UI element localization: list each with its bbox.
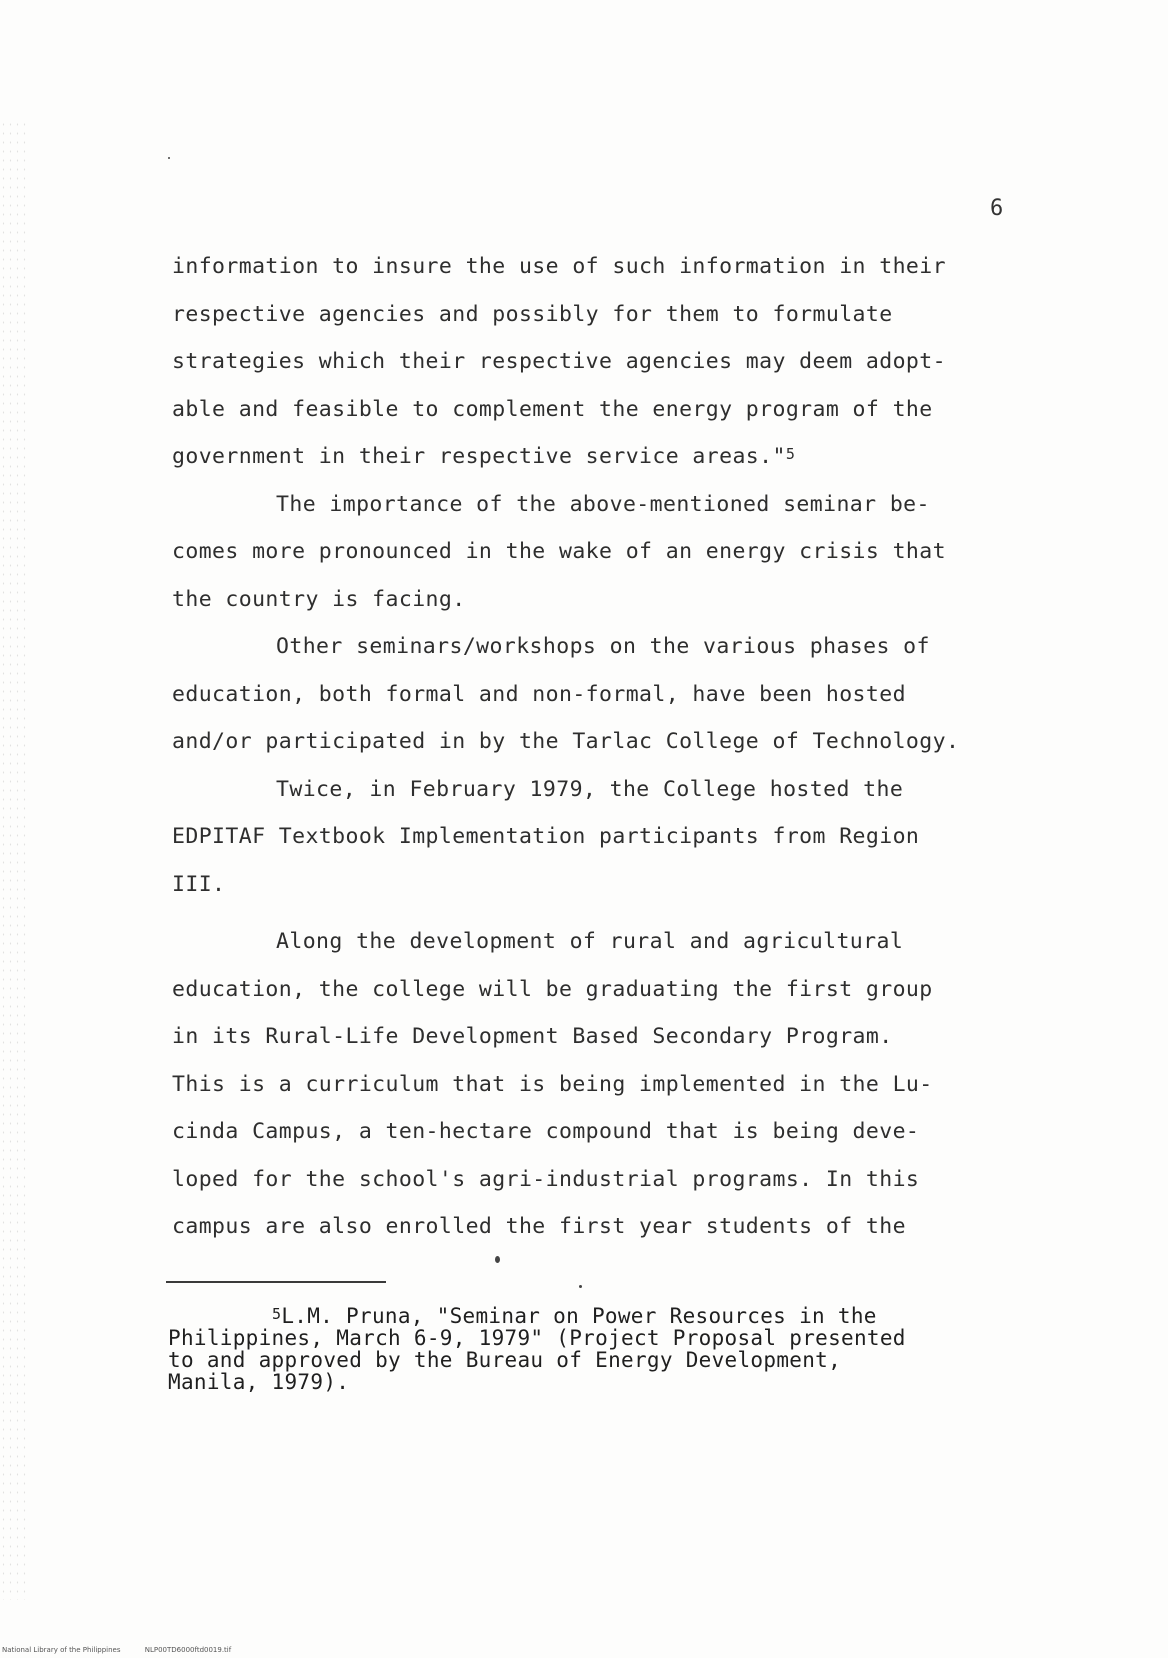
- body-line: education, the college will be graduating the first group: [172, 976, 933, 1002]
- footnote-line: Philippines, March 6-9, 1979" (Project Proposal presented: [168, 1326, 906, 1350]
- footer-library: National Library of the Philippines: [2, 1646, 121, 1654]
- body-line-with-footnote-ref: [172, 442, 1072, 490]
- footnote-line-with-marker: [168, 1305, 1048, 1327]
- body-line: Other seminars/workshops on the various phases of: [276, 634, 930, 659]
- footnote-line: to and approved by the Bureau of Energy Development,: [168, 1348, 842, 1372]
- body-line: comes more pronounced in the wake of an energy crisis that: [172, 539, 946, 564]
- footnote: [168, 1305, 1048, 1393]
- body-line: able and feasible to complement the energy program of the: [172, 396, 933, 422]
- body-line: III.: [172, 871, 226, 897]
- scan-footer: [2, 1646, 253, 1654]
- page-number: 6: [990, 196, 1004, 221]
- body-line: strategies which their respective agencies may deem adopt-: [172, 349, 946, 374]
- body-line: the country is facing.: [172, 586, 466, 612]
- body-line: in its Rural-Life Development Based Secondary Program.: [172, 1024, 893, 1049]
- footnote-divider: [166, 1281, 386, 1283]
- footnote-line: Manila, 1979).: [168, 1370, 350, 1394]
- body-line: This is a curriculum that is being implemented in the Lu-: [172, 1071, 933, 1097]
- footnote-line: L.M. Pruna, "Seminar on Power Resources in the: [281, 1304, 877, 1328]
- body-line: The importance of the above-mentioned seminar be-: [276, 491, 930, 517]
- body-line: respective agencies and possibly for them to formulate: [172, 301, 893, 327]
- scan-edge-noise: [0, 120, 30, 1600]
- footnote-marker: 5: [272, 1305, 282, 1323]
- footnote-reference: 5: [785, 445, 796, 463]
- footer-file: NLP00TD6000ftd0019.tif: [144, 1646, 232, 1654]
- body-line: EDPITAF Textbook Implementation participants from Region: [172, 824, 920, 849]
- body-line: campus are also enrolled the first year students of the: [172, 1214, 906, 1239]
- body-line: and/or participated in by the Tarlac College of Technology.: [172, 729, 960, 754]
- body-line: information to insure the use of such information in their: [172, 254, 946, 279]
- body-line: cinda Campus, a ten-hectare compound that is being deve-: [172, 1119, 920, 1144]
- body-line: loped for the school's agri-industrial programs. In this: [172, 1166, 920, 1192]
- scan-speck: [495, 1256, 500, 1263]
- body-line: government in their respective service areas.": [172, 444, 786, 469]
- body-line: Twice, in February 1979, the College hosted the: [276, 776, 904, 802]
- scan-speck: [579, 1285, 582, 1288]
- scan-speck: [168, 157, 170, 159]
- body-line: education, both formal and non-formal, have been hosted: [172, 681, 906, 707]
- body-line: Along the development of rural and agricultural: [276, 929, 904, 954]
- body-text: [172, 252, 1072, 1260]
